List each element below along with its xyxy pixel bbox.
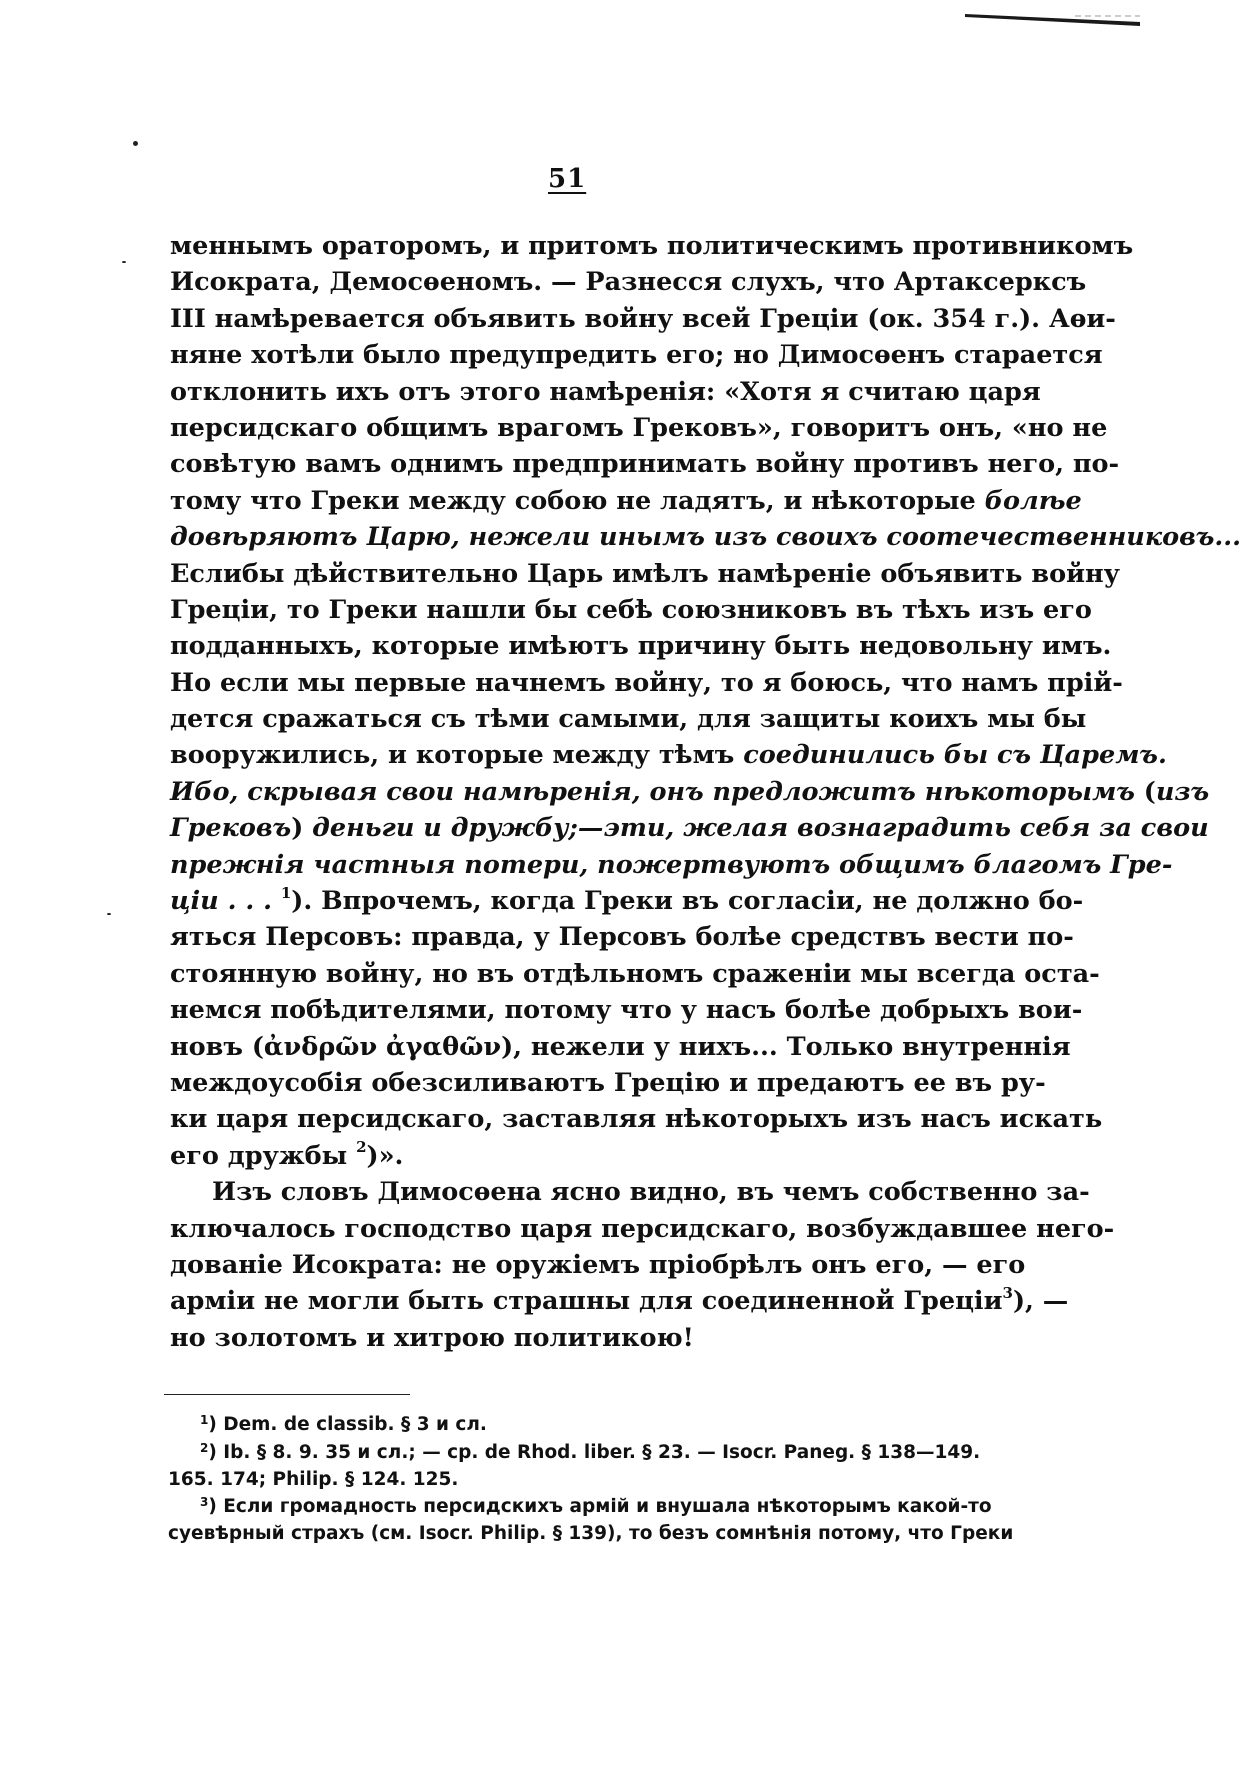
italic-segment: ціи . . . xyxy=(170,886,281,917)
text-line: Изъ словъ Димосѳена ясно видно, въ чемъ собственно за- xyxy=(212,1177,1090,1208)
text-line: но золотомъ и хитрою политикою! xyxy=(170,1322,694,1353)
text-segment: его дружбы xyxy=(170,1140,357,1171)
footnote-2-continued: 165. 174; Philip. § 124. 125. xyxy=(168,1469,459,1490)
italic-segment: деньги и дружбу;—эти, желая вознаградить себя за свои xyxy=(312,813,1209,844)
text-line: няне хотѣли было предупредить его; но Димосѳенъ старается xyxy=(170,340,1103,371)
text-line: довѣряютъ Царю, нежели инымъ изъ своихъ соотечественниковъ... xyxy=(170,522,1241,553)
page-number: 51 xyxy=(548,164,587,194)
text-line: новъ (ἀνδρῶν ἀγαθῶν), нежели у нихъ... Только внутреннія xyxy=(170,1031,1071,1062)
text-line xyxy=(170,1283,1069,1319)
text-line: дованіе Исократа: не оружіемъ пріобрѣлъ онъ его, — его xyxy=(170,1249,1026,1280)
footnotes xyxy=(168,1412,1014,1548)
footnote-3: $^3$) Если громадность персидскихъ армій и внушала нѣкоторымъ какой-то xyxy=(200,1494,992,1517)
text-segment: ), — xyxy=(1012,1286,1069,1317)
text-line: Ибо, скрывая свои намѣренія, онъ предложитъ нѣкоторымъ (изъ xyxy=(170,776,1210,807)
text-line: меннымъ ораторомъ, и притомъ политическимъ противникомъ xyxy=(170,231,1134,261)
text-line: междоусобія обезсиливаютъ Грецію и предаютъ ее въ ру- xyxy=(170,1067,1046,1098)
italic-segment: Грековъ xyxy=(170,813,292,844)
text-line: отклонить ихъ отъ этого намѣренія: «Хотя я считаю царя xyxy=(170,376,1041,407)
main-text xyxy=(170,228,1241,1356)
text-segment: ). Впрочемъ, когда Греки въ согласіи, не должно бо- xyxy=(291,886,1084,917)
text-line: дется сражаться съ тѣми самыми, для защиты коихъ мы бы xyxy=(170,704,1087,735)
text-line: прежнія частныя потери, пожертвуютъ общимъ благомъ Гре- xyxy=(170,849,1173,880)
text-line: подданныхъ, которые имѣютъ причину быть недовольну имъ. xyxy=(170,631,1112,662)
scan-edge-artifact xyxy=(965,10,1140,32)
text-line: совѣтую вамъ однимъ предпринимать войну противъ него, по- xyxy=(170,449,1120,480)
text-line: Исократа, Демосѳеномъ. — Разнесся слухъ, что Артаксерксъ xyxy=(170,267,1087,298)
footnote-ref: 2 xyxy=(356,1138,367,1157)
italic-segment: изъ xyxy=(1155,776,1210,807)
footnote-1: $^1$) Dem. de classib. § 3 и сл. xyxy=(200,1413,487,1435)
text-segment: )». xyxy=(366,1140,404,1171)
text-line: III намѣревается объявить войну всей Греціи (ок. 354 г.). Аѳи- xyxy=(170,303,1116,334)
text-line xyxy=(170,1138,960,1174)
footnote-2: $^2$) Ib. § 8. 9. 35 и сл.; — ср. de Rhod. liber. § 23. — Isocr. Paneg. § 138—149. xyxy=(200,1440,981,1463)
footnote-divider xyxy=(164,1394,410,1395)
footnote-3-continued: суевѣрный страхъ (см. Isocr. Philip. § 139), то безъ сомнѣнія потому, что Греки xyxy=(168,1523,1014,1544)
text-segment: вооружились, и которые между тѣмъ xyxy=(170,740,735,771)
ink-speck xyxy=(133,141,138,146)
ink-speck xyxy=(107,913,111,915)
footnote-ref: 3 xyxy=(1002,1283,1013,1302)
text-segment: тому что Греки между собою не ладятъ, и нѣкоторые xyxy=(170,485,976,516)
ink-speck xyxy=(122,261,126,263)
text-line xyxy=(170,483,1082,519)
text-line: Но если мы первые начнемъ войну, то я боюсь, что намъ прій- xyxy=(170,667,1123,698)
text-line: стоянную войну, но въ отдѣльномъ сраженіи мы всегда оста- xyxy=(170,958,1100,989)
text-line: Греціи, то Греки нашли бы себѣ союзниковъ въ тѣхъ изъ его xyxy=(170,594,1092,625)
italic-segment: болѣе xyxy=(984,485,1082,516)
text-line: Еслибы дѣйствительно Царь имѣлъ намѣреніе объявить войну xyxy=(170,558,1120,589)
footnote-ref: 1 xyxy=(280,883,292,902)
text-line xyxy=(170,737,1167,773)
text-line: ключалось господство царя персидскаго, возбуждавшее него- xyxy=(170,1213,1115,1244)
italic-segment: Ибо, скрывая свои намѣренія, онъ предложитъ нѣкоторымъ xyxy=(170,776,1135,807)
text-line: немся побѣдителями, потому что у насъ болѣе добрыхъ вои- xyxy=(170,995,1083,1026)
italic-segment: соединились бы съ Царемъ. xyxy=(743,740,1167,771)
text-segment: арміи не могли быть страшны для соединенной Греціи xyxy=(170,1286,1003,1317)
text-line xyxy=(170,883,1084,919)
text-line: персидскаго общимъ врагомъ Грековъ», говоритъ онъ, «но не xyxy=(170,412,1108,443)
text-line: ки царя персидскаго, заставляя нѣкоторыхъ изъ насъ искать xyxy=(170,1104,1103,1135)
text-line: Грековъ) деньги и дружбу;—эти, желая вознаградить себя за свои xyxy=(170,813,1209,844)
text-line: яться Персовъ: правда, у Персовъ болѣе средствъ вести по- xyxy=(170,922,1074,953)
